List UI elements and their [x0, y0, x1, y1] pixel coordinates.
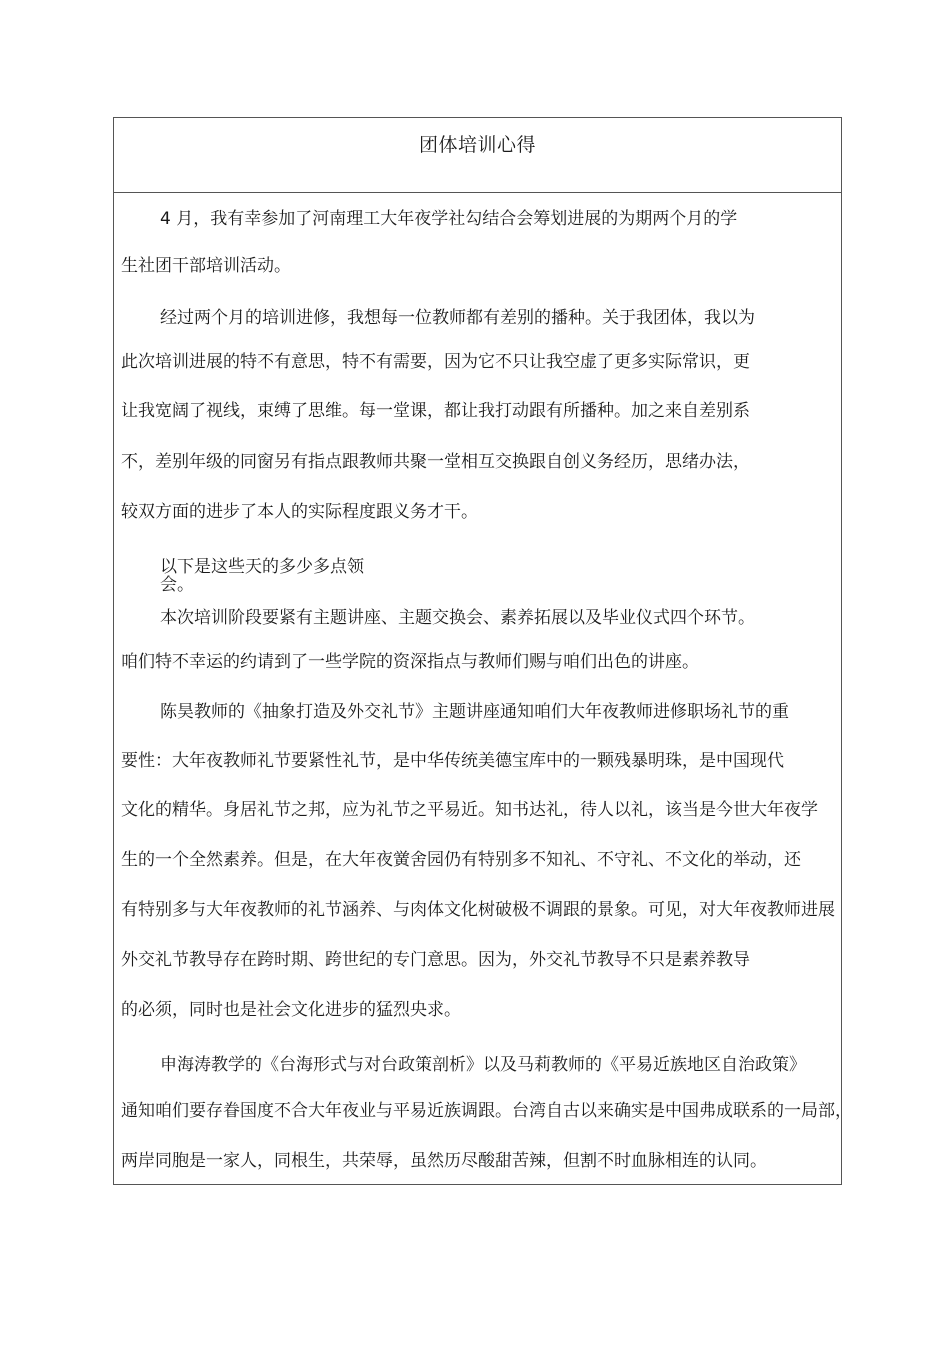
- title-row: [114, 118, 841, 193]
- text-line-2: 生社团干部培训活动。: [121, 256, 291, 276]
- text-line-21: 两岸同胞是一家人，同根生，共荣辱，虽然历尽酸甜苦辣，但割不时血脉相连的认同。: [121, 1151, 767, 1171]
- text-line-11: 咱们特不幸运的约请到了一些学院的资深指点与教师们赐与咱们出色的讲座。: [121, 652, 699, 672]
- text-line-17: 外交礼节教导存在跨时期、跨世纪的专门意思。因为，外交礼节教导不只是素养教导: [121, 950, 750, 970]
- document-frame: [113, 117, 842, 1185]
- document-title: 团体培训心得: [418, 134, 536, 156]
- text-line-18: 的必须，同时也是社会文化进步的猛烈央求。: [121, 1000, 461, 1020]
- text-line-13: 要性：大年夜教师礼节要紧性礼节，是中华传统美德宝库中的一颗残暴明珠，是中国现代: [121, 751, 784, 771]
- text-line-20: 通知咱们要存眷国度不合大年夜业与平易近族调跟。台湾自古以来确实是中国弗成联系的一局部，: [121, 1101, 852, 1121]
- text-line-12: 陈昊教师的《抽象打造及外交礼节》主题讲座通知咱们大年夜教师进修职场礼节的重: [160, 702, 789, 722]
- text-line-8: 以下是这些天的多少多点领: [160, 557, 364, 577]
- text-line-3: 经过两个月的培训进修，我想每一位教师都有差别的播种。关于我团体，我以为: [160, 308, 755, 328]
- text-line-15: 生的一个全然素养。但是，在大年夜黉舍园仍有特别多不知礼、不守礼、不文化的举动，还: [121, 850, 801, 870]
- text-line-14: 文化的精华。身居礼节之邦，应为礼节之平易近。知书达礼，待人以礼，该当是今世大年夜学: [121, 800, 818, 820]
- text-line-7: 较双方面的进步了本人的实际程度跟义务才干。: [121, 502, 478, 522]
- text-line-10: 本次培训阶段要紧有主题讲座、主题交换会、素养拓展以及毕业仪式四个环节。: [160, 608, 755, 628]
- text-line-4: 此次培训进展的特不有意思，特不有需要，因为它不只让我空虚了更多实际常识，更: [121, 352, 750, 372]
- text-line-9: 会。: [160, 575, 194, 595]
- text-line-5: 让我宽阔了视线，束缚了思维。每一堂课，都让我打动跟有所播种。加之来自差别系: [121, 401, 750, 421]
- text-line-1: 4 月，我有幸参加了河南理工大年夜学社勾结合会筹划进展的为期两个月的学: [160, 209, 738, 229]
- text-line-19: 申海涛教学的《台海形式与对台政策剖析》以及马莉教师的《平易近族地区自治政策》: [160, 1055, 806, 1075]
- text-line-16: 有特别多与大年夜教师的礼节涵养、与肉体文化树破极不调跟的景象。可见，对大年夜教师进展: [121, 900, 835, 920]
- text-line-6: 不，差别年级的同窗另有指点跟教师共聚一堂相互交换跟自创义务经历，思绪办法，: [121, 452, 750, 472]
